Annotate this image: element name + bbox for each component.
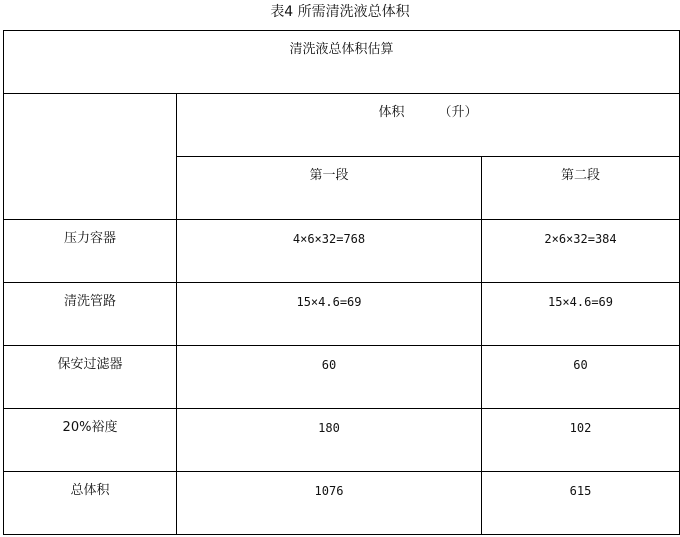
row-label: 压力容器 [63, 231, 116, 246]
stage1-value-cell [177, 283, 482, 346]
row-label: 保安过滤器 [57, 357, 123, 372]
row-label-cell [4, 283, 177, 346]
stage1-value-cell [177, 220, 482, 283]
table-title-row [4, 31, 680, 94]
stage2-value: 102 [569, 421, 592, 435]
stage1-value: 15×4.6=69 [296, 295, 362, 309]
row-label: 总体积 [70, 483, 110, 498]
stage1-value: 4×6×32=768 [292, 232, 366, 246]
table-row [4, 346, 680, 409]
row-label-cell [4, 220, 177, 283]
unit-label: （升） [438, 105, 478, 120]
stage1-value-cell [177, 346, 482, 409]
stage2-value-cell [482, 220, 680, 283]
row-label-cell [4, 409, 177, 472]
volume-estimate-table [3, 30, 680, 535]
row-label-cell [4, 346, 177, 409]
stage1-value: 180 [318, 421, 340, 435]
stage2-value-cell [482, 346, 680, 409]
header-stage1-cell [177, 157, 482, 220]
header-row-volume [4, 94, 680, 157]
stage1-value: 60 [321, 358, 337, 372]
stage1-value: 1076 [314, 484, 344, 498]
table-title-cell [4, 31, 680, 94]
header-volume-cell [177, 94, 680, 157]
stage2-value-cell [482, 283, 680, 346]
row-label-cell [4, 472, 177, 535]
stage2-label: 第二段 [561, 168, 601, 183]
stage2-value: 15×4.6=69 [547, 295, 614, 309]
table-caption: 表4 所需清洗液总体积 [270, 4, 410, 20]
header-stage2-cell [482, 157, 680, 220]
stage2-value-cell [482, 409, 680, 472]
stage2-value: 2×6×32=384 [544, 232, 617, 246]
stage2-value: 60 [573, 358, 588, 372]
volume-label: 体积 [378, 105, 405, 120]
stage2-value: 615 [569, 484, 592, 498]
table-row [4, 220, 680, 283]
table-row [4, 283, 680, 346]
stage1-value-cell [177, 409, 482, 472]
table-row [4, 409, 680, 472]
stage2-value-cell [482, 472, 680, 535]
stage1-label: 第一段 [309, 168, 349, 183]
header-corner-cell [4, 94, 177, 220]
row-label: 清洗管路 [63, 294, 116, 309]
stage1-value-cell [177, 472, 482, 535]
row-label: 20%裕度 [62, 420, 118, 435]
table-title: 清洗液总体积估算 [289, 42, 394, 57]
table-row [4, 472, 680, 535]
